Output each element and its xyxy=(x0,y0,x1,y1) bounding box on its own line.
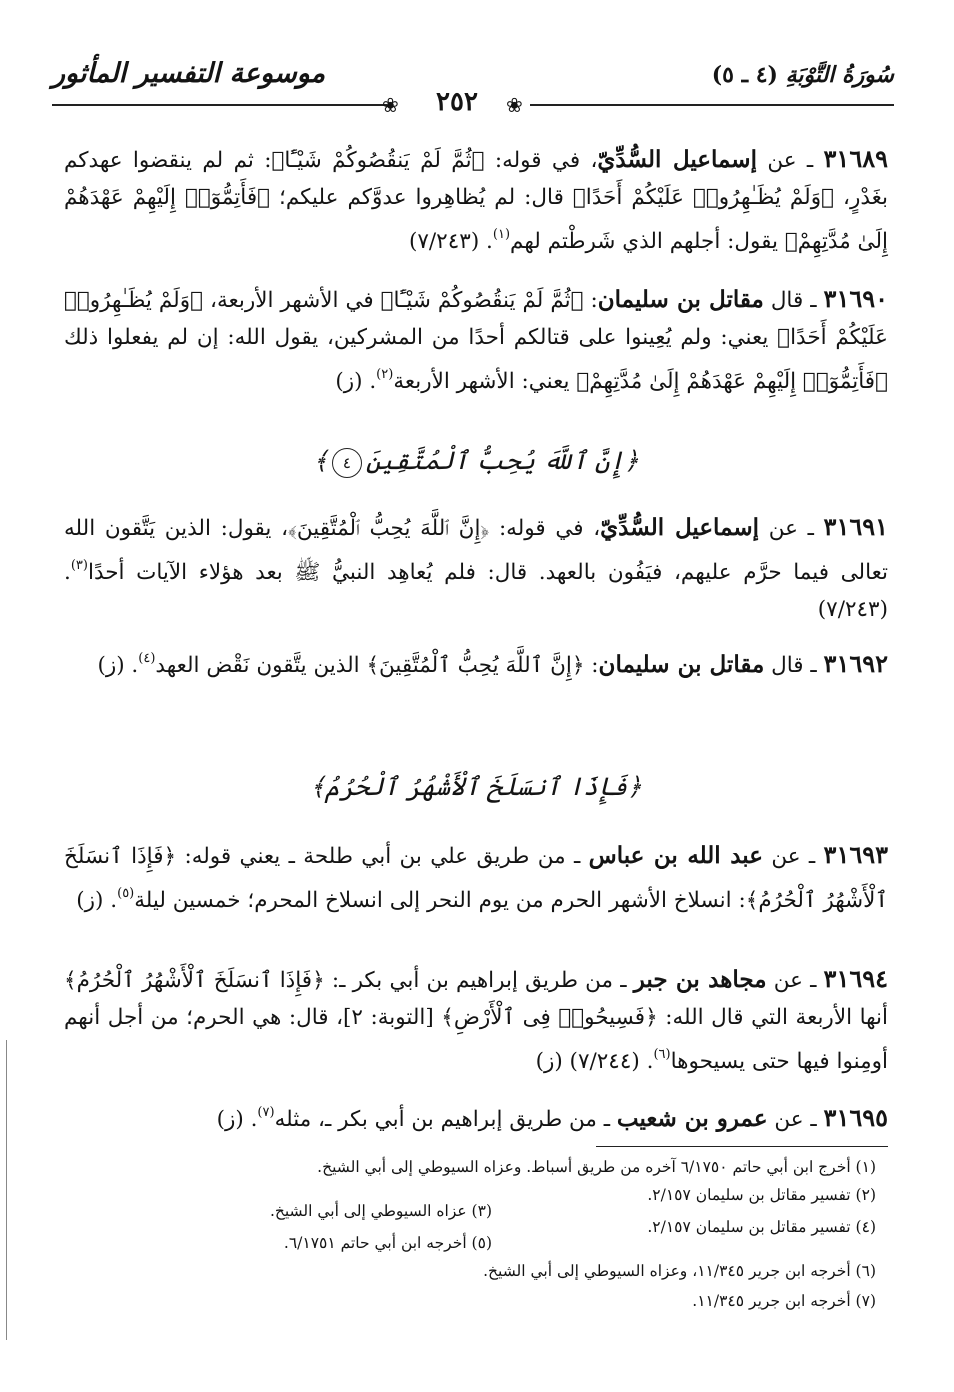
entry-text: ـ من طريق علي بن أبي طلحة ـ يعني قوله: ﴿فَإِذَا ٱنسَلَخَ ٱلْأَشْهُرُ ٱلْحُرُمُ﴾: انسلاخ الأشهر الحرم من يوم النحر إلى انسلاخ المحرم؛ خمسين ليلة xyxy=(64,844,888,913)
narrator-name: إسماعيل السُّدِّيّ xyxy=(597,146,757,173)
narrator-name: مجاهد بن جبر xyxy=(633,966,767,993)
footnote: (٦) أخرجه ابن جرير ١١/٣٤٥، وعزاه السيوطي إلى أبي الشيخ. xyxy=(483,1262,876,1280)
narrator-name: عبد الله بن عباس xyxy=(588,842,763,869)
header-rule-right xyxy=(530,104,894,106)
verse-close: ﴾ xyxy=(310,772,325,801)
narrator-name: عمرو بن شعيب xyxy=(616,1105,768,1132)
footnote-ref[interactable]: (٧) xyxy=(257,1105,275,1120)
entry-dash: ـ قال xyxy=(764,653,824,678)
page-number: ٢٥٢ xyxy=(436,87,478,117)
entry-number: ٣١٦٩٣ xyxy=(823,840,888,869)
entry-text: : ﴿إِنَّ ٱللَّهَ يُحِبُّ ٱلْمُتَّقِينَ﴾ الذين يتَّقون نَقْض العهد xyxy=(155,653,599,678)
entry-tail: . (٧/٢٤٣) xyxy=(64,560,888,622)
ornament-right-icon: ❀ xyxy=(506,93,523,117)
entry-tail: . (ز) xyxy=(335,369,377,394)
book-title: موسوعة التفسير المأثور xyxy=(52,58,326,89)
ornament-left-icon: ❀ xyxy=(382,93,399,117)
entry-dash: ـ عن xyxy=(756,148,824,173)
footnote: (٥) أخرجه ابن أبي حاتم ٦/١٧٥١. xyxy=(283,1234,492,1252)
entry-text: ـ من طريق إبراهيم بن أبي بكر ـ، مثله xyxy=(274,1107,617,1132)
entry-dash: ـ عن xyxy=(762,844,824,869)
entry-text: : ﴿ثُمَّ لَمْ يَنقُصُوكُمْ شَيْـًٔا﴾ في الأشهر الأربعة، ﴿وَلَمْ يُظَـٰهِرُوا۟ عَلَيْكُمْ أَحَدًا﴾ يعني: ولم يُعِينوا على قتالكم أحدًا من المشركين، يقول الله: إن لم يفعلوا ذلك ﴿فَأَتِمُّوٓا۟ إِلَيْهِمْ عَهْدَهُمْ إِلَىٰ مُدَّتِهِمْ﴾ يعني: الأشهر الأربعة xyxy=(64,288,888,394)
entry-text: ـ من طريق إبراهيم بن أبي بكر ـ: ﴿فَإِذَا ٱنسَلَخَ ٱلْأَشْهُرُ ٱلْحُرُمُ﴾ أنها الأربعة التي قال الله: ﴿فَسِيحُوا۟ فِى ٱلْأَرْضِ﴾ [التوبة: ٢]، قال: هي الحرم؛ من أجل أنهم أومِنوا فيها حتى يسيحوها xyxy=(64,968,888,1074)
entry-number: ٣١٦٩٤ xyxy=(823,964,888,993)
entry-dash: ـ عن xyxy=(759,516,824,541)
narration-entry xyxy=(64,508,888,628)
entry-dash: ـ عن xyxy=(767,1107,824,1132)
entry-tail: . (ز) xyxy=(216,1107,258,1132)
entry-tail: . (ز) xyxy=(76,888,118,913)
running-header-surah xyxy=(712,62,894,88)
footnote: (٢) تفسير مقاتل بن سليمان ٢/١٥٧. xyxy=(647,1186,876,1204)
footnote-ref[interactable]: (١) xyxy=(492,227,511,242)
verse-close: ﴾ xyxy=(313,446,328,475)
verse-range: (٤ ـ ٥) xyxy=(711,62,778,88)
narrator-name: مقاتل بن سليمان xyxy=(598,651,765,678)
entry-number: ٣١٦٨٩ xyxy=(823,144,888,173)
footnote-ref[interactable]: (٣) xyxy=(70,558,88,573)
ayah-number-icon: ٤ xyxy=(332,448,362,478)
entry-number: ٣١٦٩١ xyxy=(823,512,888,541)
scan-margin-line xyxy=(6,1040,7,1340)
entry-tail: . (٧/٢٤٣) xyxy=(408,229,493,254)
footnote-ref[interactable]: (٦) xyxy=(653,1047,671,1062)
entry-number: ٣١٦٩٢ xyxy=(823,649,888,678)
verse-text: ﴿إِنَّ ٱللَّهَ يُحِبُّ ٱلْمُتَّقِينَ xyxy=(365,446,639,475)
narrator-name: مقاتل بن سليمان xyxy=(597,286,764,313)
narration-entry xyxy=(64,140,888,260)
entry-number: ٣١٦٩٠ xyxy=(823,284,888,313)
footnote: (١) أخرج ابن أبي حاتم ٦/١٧٥٠ آخره من طريق أسباط. وعزاه السيوطي إلى أبي الشيخ. xyxy=(317,1158,876,1176)
header-rule-left xyxy=(52,104,387,106)
verse-text: ﴿فَإِذَا ٱنسَلَخَ ٱلْأَشْهُرُ ٱلْحُرُمُ xyxy=(324,772,642,801)
footnote: (٤) تفسير مقاتل بن سليمان ٢/١٥٧. xyxy=(647,1218,876,1236)
surah-title: سُورَةُ التَّوْبَةِ xyxy=(785,62,894,88)
narration-entry xyxy=(64,280,888,400)
entry-text: ، في قوله: ﴿ثُمَّ لَمْ يَنقُصُوكُمْ شَيْـًٔا﴾: ثم لم ينقضوا عهدكم بغَدْرٍ، ﴿وَلَمْ يُظَـٰهِرُوا۟ عَلَيْكُمْ أَحَدًا﴾ قال: لم يُظاهِروا عدوَّكم عليكم؛ ﴿فَأَتِمُّوٓا۟ إِلَيْهِمْ عَهْدَهُمْ إِلَىٰ مُدَّتِهِمْ﴾ يقول: أجلهم الذي شَرطْتم لهم xyxy=(64,148,888,254)
footnote-separator xyxy=(596,1146,888,1147)
entry-text: ، في قوله: ﴿إِنَّ ٱللَّهَ يُحِبُّ ٱلْمُتَّقِينَ﴾، يقول: الذين يَتَّقون الله تعالى فيما حرَّم عليهم، فيَفُون بالعهد. قال: فلم يُعاهِد النبيُّ ﷺ بعد هؤلاء الآيات أحدًا xyxy=(64,516,888,585)
footnote: (٧) أخرجه ابن جرير ١١/٣٤٥. xyxy=(692,1292,876,1310)
narration-entry xyxy=(64,640,888,684)
entry-dash: ـ قال xyxy=(763,288,824,313)
entry-tail: . (٧/٢٤٤) (ز) xyxy=(535,1049,654,1074)
entry-tail: . (ز) xyxy=(97,653,139,678)
narration-entry xyxy=(64,836,888,919)
narration-entry xyxy=(64,1094,888,1138)
entry-dash: ـ عن xyxy=(766,968,824,993)
footnote: (٣) عزاه السيوطي إلى أبي الشيخ. xyxy=(269,1202,492,1220)
footnote-ref[interactable]: (٥) xyxy=(117,886,135,901)
narrator-name: إسماعيل السُّدِّيّ xyxy=(600,514,760,541)
verse-heading xyxy=(64,772,888,801)
narration-entry xyxy=(64,960,888,1080)
footnote-ref[interactable]: (٢) xyxy=(376,367,394,382)
verse-heading xyxy=(64,446,888,478)
footnote-ref[interactable]: (٤) xyxy=(138,651,156,666)
entry-number: ٣١٦٩٥ xyxy=(823,1103,888,1132)
